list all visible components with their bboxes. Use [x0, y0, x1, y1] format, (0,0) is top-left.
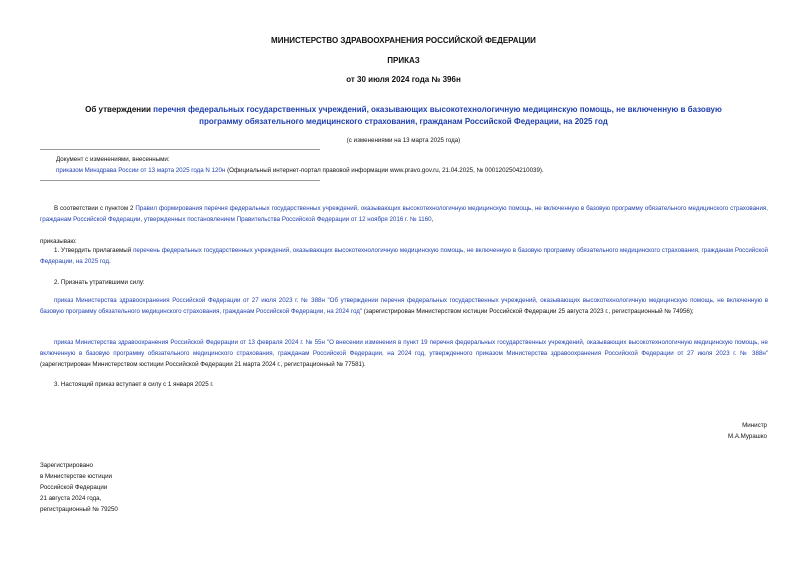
- preamble-paragraph: [40, 203, 768, 225]
- title-prefix: Об утверждении: [85, 105, 154, 114]
- amendment-note: (с изменениями на 13 марта 2025 года): [346, 137, 461, 144]
- date-and-number: от 30 июля 2024 года № 396н: [346, 75, 461, 84]
- changes-rest: (Официальный интернет-портал правовой информации www.pravo.gov.ru, 21.04.2025, № 0001202504210039).: [225, 167, 544, 174]
- repealed2-paragraph: [40, 337, 768, 370]
- divider-bottom: [40, 180, 320, 181]
- registration-line4: 21 августа 2024 года,: [40, 495, 102, 502]
- document-title: [0, 104, 807, 128]
- repealed1-paragraph: [40, 295, 768, 317]
- item1-before: 1. Утвердить прилагаемый: [54, 247, 134, 254]
- registration-line1: Зарегистрировано: [40, 462, 93, 469]
- repealed1-rest: (зарегистрирован Министерством юстиции Российской Федерации 25 августа 2023 г., регистрационный № 74956);: [362, 308, 694, 315]
- changes-link[interactable]: приказом Минздрава России от 13 марта 2025 года N 120н: [56, 167, 226, 174]
- title-link-line2[interactable]: программу обязательного медицинского страхования, гражданам Российской Федерации, на 2025 год: [199, 117, 608, 126]
- order-word: приказываю:: [40, 238, 77, 245]
- registration-line2: в Министерстве юстиции: [40, 473, 113, 480]
- repealed1-link[interactable]: приказ Министерства здравоохранения Российской Федерации от 27 июля 2023 г. № 388н "Об утверждении перечня федеральных государственных учреждений, оказывающих высокотехнологичную медицинскую помощь, не включенную в базовую программу обязательного медицинского страхования, гражданам Российской Федерации, на 2024 год": [40, 297, 768, 315]
- registration-line3: Российской Федерации: [40, 484, 108, 491]
- item2-paragraph: 2. Признать утратившими силу:: [54, 279, 145, 286]
- signature-block: [728, 420, 767, 442]
- item1-after: .: [108, 258, 111, 265]
- signature-name: М.А.Мурашко: [727, 433, 767, 440]
- item1-paragraph: [40, 245, 768, 267]
- changes-line: [56, 165, 776, 176]
- changes-heading: Документ с изменениями, внесенными:: [56, 156, 170, 163]
- document-type: ПРИКАЗ: [387, 56, 420, 65]
- registration-line5: регистрационный № 79250: [40, 506, 118, 513]
- registration-block: [40, 460, 118, 515]
- preamble-after: ,: [431, 216, 434, 223]
- ministry-heading: МИНИСТЕРСТВО ЗДРАВООХРАНЕНИЯ РОССИЙСКОЙ ФЕДЕРАЦИИ: [271, 36, 536, 45]
- repealed2-rest: (зарегистрирован Министерством юстиции Российской Федерации 21 марта 2024 г., регистрационный № 77581).: [40, 361, 366, 368]
- item1-link[interactable]: перечень федеральных государственных учреждений, оказывающих высокотехнологичную медицинскую помощь, не включенную в базовую программу обязательного медицинского страхования, гражданам Российской Федерации, на 2025 год: [40, 247, 769, 265]
- divider-top: [40, 149, 320, 150]
- repealed2-link[interactable]: приказ Министерства здравоохранения Российской Федерации от 13 февраля 2024 г. № 55н "О внесении изменения в пункт 19 перечня федеральных государственных учреждений, оказывающих высокотехнологичную медицинскую помощь, не включенную в базовую программу обязательного медицинского страхования, гражданам Российской Федерации, на 2024 год, утвержденного приказом Министерства здравоохранения Российской Федерации от 27 июля 2023 г. № 388н": [40, 339, 768, 357]
- item3-paragraph: 3. Настоящий приказ вступает в силу с 1 января 2025 г.: [54, 381, 214, 388]
- signature-position: Министр: [742, 422, 767, 429]
- preamble-link[interactable]: Правил формирования перечня федеральных государственных учреждений, оказывающих высокотехнологичную медицинскую помощь, не включенную в базовую программу обязательного медицинского страхования, гражданам Российской Федерации, утвержденных постановлением Правительства Российской Федерации от 12 ноября 2016 г. № 1160: [40, 205, 768, 223]
- preamble-before: В соответствии с пунктом 2: [54, 205, 136, 212]
- title-link-line1[interactable]: перечня федеральных государственных учреждений, оказывающих высокотехнологичную медицинскую помощь, не включенную в базовую: [153, 105, 722, 114]
